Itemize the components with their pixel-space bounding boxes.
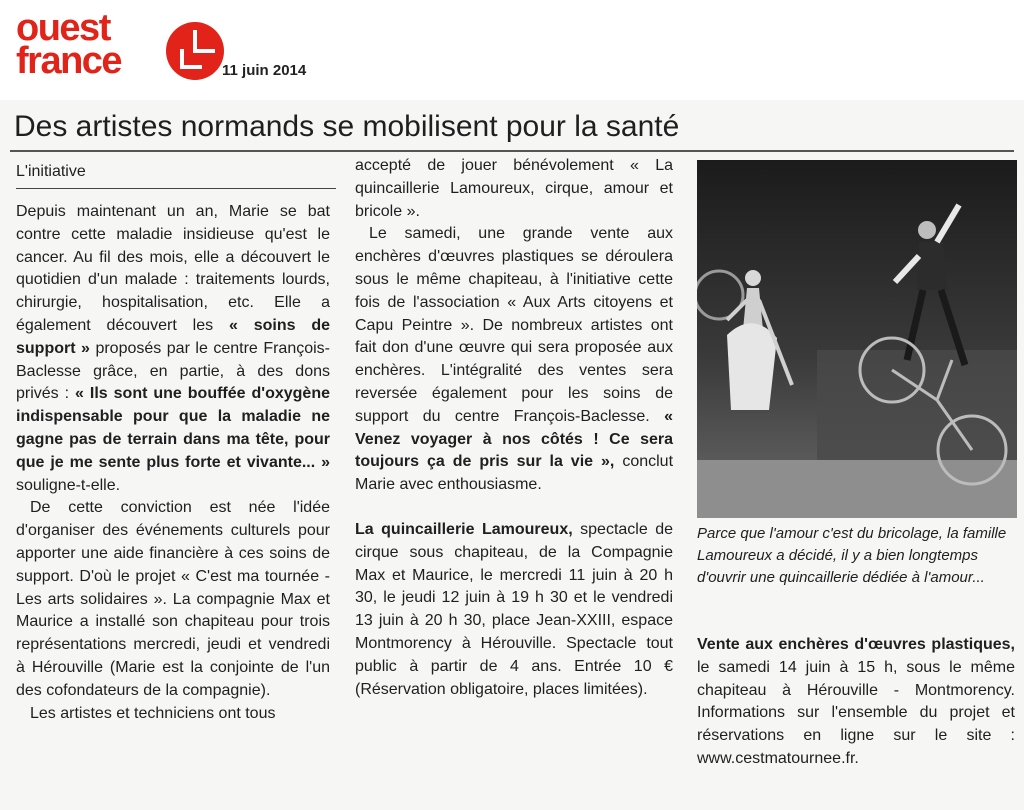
paragraph-artists: Les artistes et techniciens ont tous (30, 704, 276, 722)
paragraph-project: De cette conviction est née l'idée d'organiser des événements culturels pour apporter une aide financière à ces soins de support. D'où le projet « C'est ma tournée - Les arts solidaires ». La compagnie Max et Maurice a installé son chapiteau pour trois représentations mercredi, jeudi et vendredi à Hérouville (Marie est la conjointe de l'un des cofondateurs de la compagnie). (16, 499, 330, 699)
section-divider (16, 188, 336, 189)
auction-details: le samedi 14 juin à 15 h, sous le même chapiteau à Hérouville - Montmorency. Informations sur l'ensemble du projet et réservations en ligne sur le site : www.cestmatournee.fr. (697, 658, 1015, 767)
text-run: proposés par le centre François-Baclesse grâce, en partie, à des dons privés : (16, 339, 330, 403)
logo-line1: ouest (16, 7, 110, 49)
headline-divider (10, 150, 1014, 152)
quote-run: « Venez voyager à nos côtés ! Ce sera toujours ça de pris sur la vie », (355, 407, 673, 471)
paragraph-auction-info (697, 634, 1015, 771)
photo-illustration (697, 160, 1017, 518)
publication-date: 11 juin 2014 (222, 62, 307, 79)
ouest-france-logo[interactable] (16, 7, 216, 84)
text-run: Le samedi, une grande vente aux enchères d'œuvres plastiques se déroulera sous le même chapiteau, à l'initiative cette fois de l'association « Aux Arts citoyens et Capu Peintre ». De nombreux artistes ont fait don d'une œuvre qui sera proposée aux enchères. L'intégralité des ventes sera reversée également pour les soins de support du centre François-Baclesse. (355, 225, 673, 425)
paragraph-show-info (355, 519, 673, 701)
article-headline: Des artistes normands se mobilisent pour la santé (14, 110, 680, 143)
logo-line2: france (16, 40, 122, 82)
paragraph-intro (16, 201, 330, 497)
quote-run: « Ils sont une bouffée d'oxygène indispensable pour que la maladie ne gagne pas de terrain dans ma tête, pour que je me sente plus forte et vivante... » (16, 385, 331, 471)
show-details: spectacle de cirque sous chapiteau, de la Compagnie Max et Maurice, le mercredi 11 juin à 20 h 30, le jeudi 12 juin à 19 h 30 et le vendredi 13 juin à 20 h 30, place Jean-XXIII, espace Montmorency à Hérouville. Spectacle tout public à partir de 4 ans. Entrée 10 € (Réservation obligatoire, places limitées). (355, 520, 673, 698)
backdrop-panel (817, 350, 1017, 460)
paragraph-volunteer: accepté de jouer bénévolement « La quincaillerie Lamoureux, cirque, amour et bricole ». (355, 157, 673, 220)
show-title: La quincaillerie Lamoureux, (355, 520, 573, 538)
article-column-3 (697, 634, 1015, 771)
bold-run: « soins de support » (16, 316, 331, 357)
text-run: souligne-t-elle. (16, 476, 121, 494)
ouest-france-circle-icon (166, 22, 224, 80)
circus-performers-photo (697, 160, 1017, 518)
logo-wordmark (16, 7, 122, 82)
page-header (0, 0, 1024, 100)
paragraph-auction (355, 223, 673, 497)
auction-title: Vente aux enchères d'œuvres plastiques, (697, 636, 1015, 653)
text-run: Depuis maintenant un an, Marie se bat contre cette maladie insidieuse qu'est le cancer. Au fil des mois, elle a découvert le quotidien d'un malade : traitements lourds, chirurgie, hospitalisation, etc. Elle a également découvert les (16, 203, 330, 334)
stage-floor (697, 460, 1017, 518)
article-column-1 (16, 201, 330, 725)
text-run: conclut Marie avec enthousiasme. (355, 453, 674, 494)
section-label: L'initiative (16, 163, 86, 180)
photo-caption: Parce que l'amour c'est du bricolage, la famille Lamoureux a décidé, il y a bien longtemps d'ouvrir une quincaillerie dédiée à l'amour... (697, 525, 1007, 586)
article-column-2 (355, 155, 673, 701)
